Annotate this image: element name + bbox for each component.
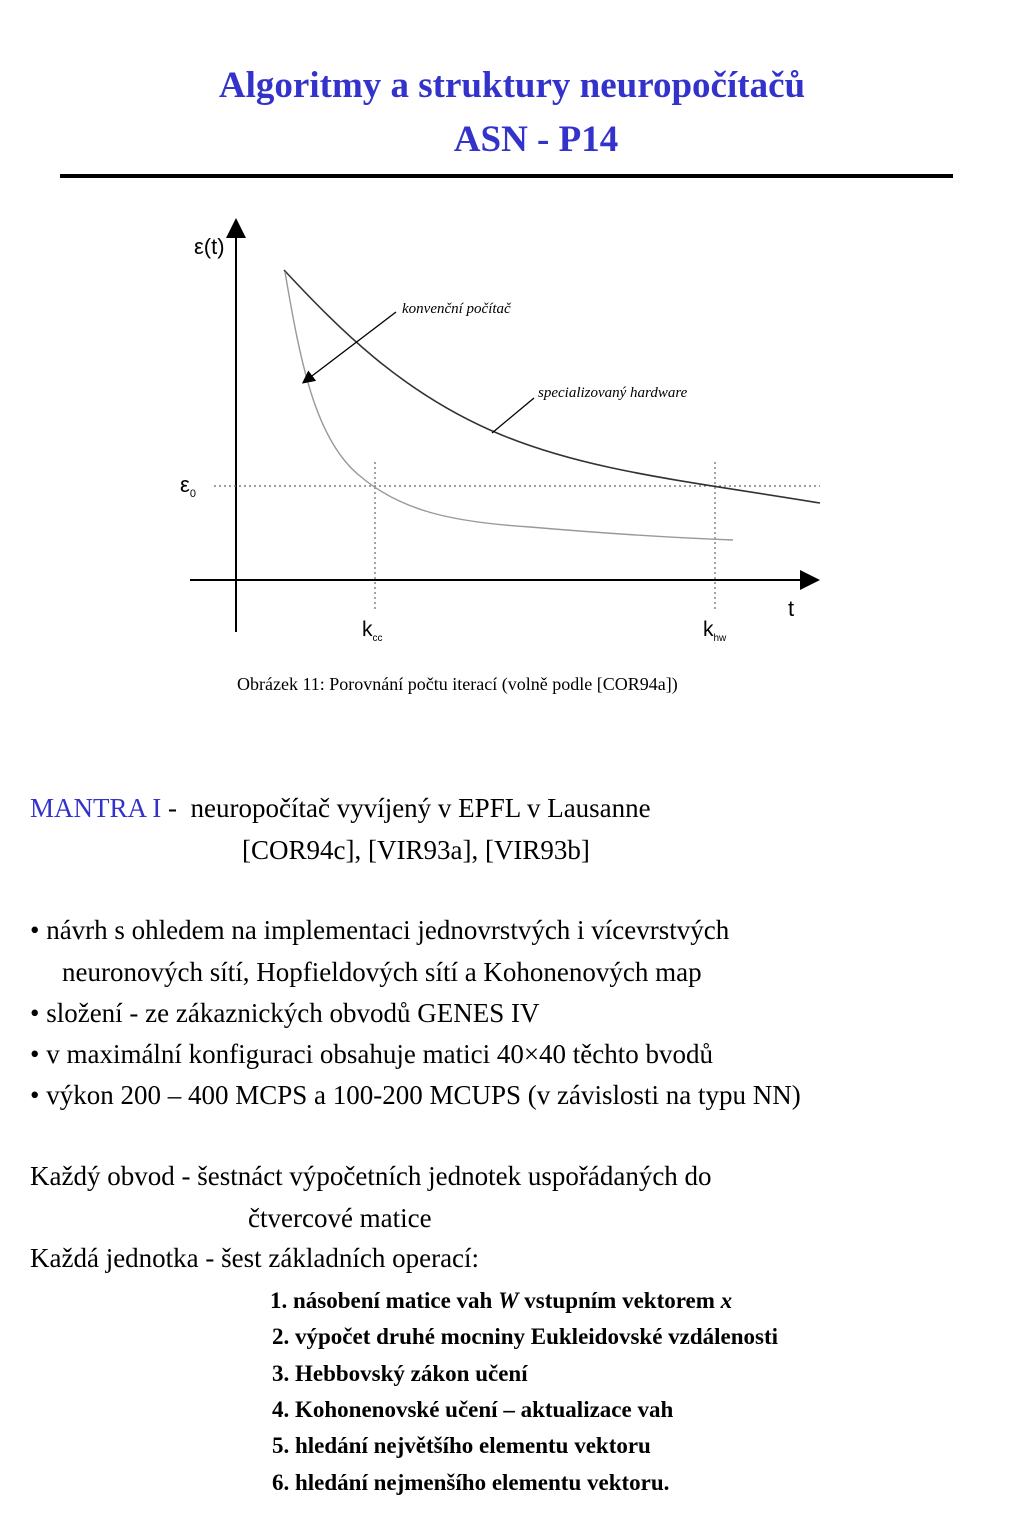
op1-x: x: [720, 1288, 733, 1313]
y-axis-label: ε(t): [194, 234, 225, 259]
epsilon0-label: [180, 472, 196, 500]
khw-letter: k: [703, 618, 714, 641]
slide-title: Algoritmy a struktury neuropočítačů: [218, 65, 806, 106]
operation-item: 4. Kohonenovské učení – aktualizace vah: [272, 1397, 674, 1422]
mantra-references: [COR94c], [VIR93a], [VIR93b]: [242, 835, 590, 865]
mantra-label: MANTRA I: [30, 793, 162, 823]
mantra-line: [30, 792, 651, 824]
each-unit-text: Každá jednotka - šest základních operací:: [30, 1243, 480, 1273]
khw-label: [703, 618, 727, 644]
bullet-composition: • složení - ze zákaznických obvodů GENES IV: [30, 998, 540, 1028]
kcc-label: [362, 618, 383, 644]
bullet-design-cont: neuronových sítí, Hopfieldových sítí a Kohonenových map: [62, 957, 702, 987]
figure-caption: Obrázek 11: Porovnání počtu iterací (volně podle [COR94a]): [237, 674, 678, 694]
mantra-separator: -: [161, 793, 178, 823]
operation-item: 2. výpočet druhé mocniny Eukleidovské vzdálenosti: [272, 1324, 779, 1349]
slide-subtitle: ASN - P14: [453, 119, 619, 160]
x-axis-label: t: [788, 596, 795, 621]
op1-text-b: vstupním vektorem: [518, 1288, 721, 1313]
each-circuit-cont: čtvercové matice: [248, 1203, 432, 1233]
specialized-curve-label: specializovaný hardware: [538, 385, 688, 401]
operation-item: [270, 1287, 732, 1315]
conventional-pointer: [304, 312, 396, 382]
operation-item: 5. hledání největšího elementu vektoru: [272, 1433, 651, 1458]
bullet-performance: • výkon 200 – 400 MCPS a 100-200 MCUPS (v závislosti na typu NN): [30, 1080, 801, 1110]
specialized-pointer: [492, 398, 534, 433]
operation-item: 6. hledání nejmenšího elementu vektoru.: [272, 1470, 670, 1495]
epsilon-subscript: 0: [189, 488, 196, 500]
bullet-design: • návrh s ohledem na implementaci jednovrstvých i vícevrstvých: [30, 915, 730, 945]
bullet-max-config: • v maximální konfiguraci obsahuje matici 40×40 těchto bvodů: [30, 1039, 714, 1069]
iteration-comparison-figure: [150, 200, 850, 700]
conventional-curve-label: konvenční počítač: [402, 301, 511, 317]
each-circuit-text: Každý obvod - šestnáct výpočetních jednotek uspořádaných do: [30, 1161, 712, 1191]
op1-w: W: [498, 1288, 519, 1313]
khw-subscript: hw: [713, 633, 727, 644]
kcc-letter: k: [362, 618, 373, 641]
kcc-subscript: cc: [372, 633, 383, 644]
mantra-description: neuropočítač vyvíjený v EPFL v Lausanne: [190, 793, 651, 823]
op1-text-a: 1. násobení matice vah: [270, 1288, 499, 1313]
epsilon-symbol: ε: [180, 472, 190, 497]
title-divider: [60, 174, 953, 178]
operation-item: 3. Hebbovský zákon učení: [272, 1361, 528, 1386]
